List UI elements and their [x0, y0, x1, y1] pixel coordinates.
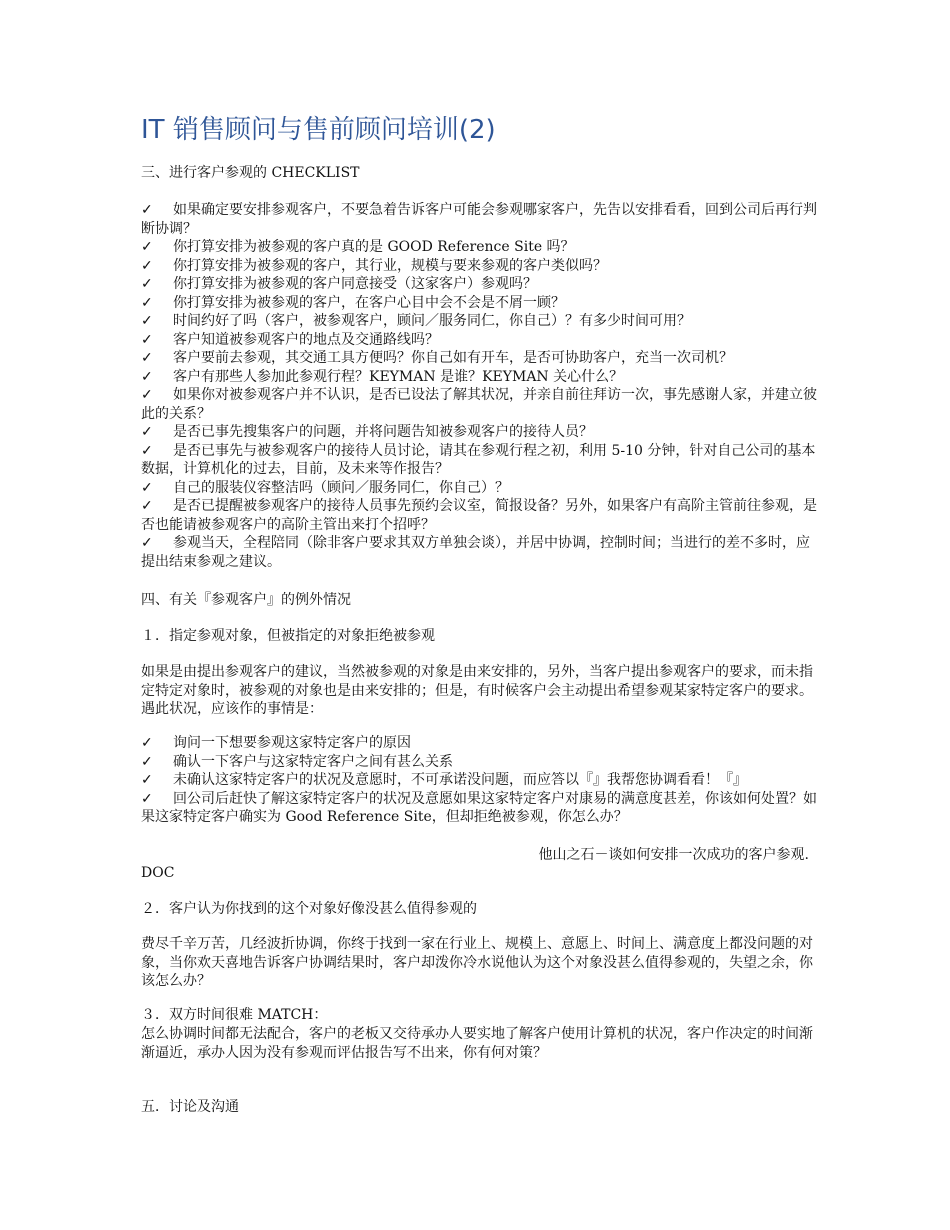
source-reference: 他山之石－谈如何安排一次成功的客户参观.	[538, 847, 809, 863]
checklist-item: ✓ 你打算安排为被参观的客户真的是 GOOD Reference Site 吗？	[141, 239, 575, 255]
checklist-item: ✓ 如果你对被参观客户并不认识，是否已设法了解其状况，并亲自前往拜访一次，事先感谢人家，并建立彼此的关系？	[141, 387, 817, 422]
checklist-item: ✓ 询问一下想要参观这家特定客户的原因	[141, 735, 411, 751]
checklist-item: ✓ 自己的服装仪容整洁吗（顾问／服务同仁，你自己）？	[141, 479, 509, 496]
check-icon: ✓	[141, 257, 153, 274]
checklist-item: ✓ 未确认这家特定客户的状况及意愿时，不可承诺没问题，而应答以『』我帮您协调看看！『』	[141, 772, 747, 788]
checklist-item: ✓ 是否已事先搜集客户的问题，并将问题告知被参观客户的接待人员？	[141, 424, 593, 440]
check-icon: ✓	[141, 294, 153, 311]
check-icon: ✓	[141, 313, 153, 329]
checklist-item: ✓ 你打算安排为被参观的客户，其行业，规模与要来参观的客户类似吗？	[141, 257, 607, 274]
check-icon: ✓	[141, 276, 153, 292]
checklist-item: ✓ 参观当天，全程陪同（除非客户要求其双方单独会谈），并居中协调，控制时间；当进行的差不多时，应提出结束参观之建议。	[141, 535, 810, 570]
section4-heading: 四、有关『参观客户』的例外情况	[141, 592, 351, 608]
sub1-heading: １．指定参观对象，但被指定的对象拒绝被参观	[141, 628, 435, 644]
checklist-item: ✓ 回公司后赶快了解这家特定客户的状况及意愿如果这家特定客户对康易的满意度甚差，你该如何处置？如果这家特定客户确实为 Good Reference Site，但却拒绝被参观，你怎么办？	[141, 790, 817, 825]
check-icon: ✓	[141, 753, 153, 770]
section3-heading: 三、进行客户参观的 CHECKLIST	[141, 165, 360, 181]
check-icon: ✓	[141, 535, 153, 551]
checklist-item: ✓ 你打算安排为被参观的客户，在客户心目中会不会是不屑一顾？	[141, 294, 565, 311]
checklist-item: ✓ 客户要前去参观，其交通工具方便吗？你自己如有开车，是否可协助客户，充当一次司机？	[141, 350, 733, 366]
check-icon: ✓	[141, 368, 153, 385]
checklist-item: ✓ 如果确定要安排参观客户，不要急着告诉客户可能会参观哪家客户，先告以安排看看，回到公司后再行判断协调？	[141, 202, 817, 237]
source-reference-ext: DOC	[141, 865, 175, 881]
check-icon: ✓	[141, 498, 153, 514]
sub2-heading: ２．客户认为你找到的这个对象好像没甚么值得参观的	[141, 901, 477, 917]
checklist	[141, 201, 821, 571]
check-icon: ✓	[141, 479, 153, 496]
check-icon: ✓	[141, 350, 153, 366]
checklist-item: ✓ 确认一下客户与这家特定客户之间有甚么关系	[141, 753, 453, 770]
sub3-paragraph: 怎么协调时间都无法配合，客户的老板又交待承办人要实地了解客户使用计算机的状况，客户作决定的时间渐渐逼近，承办人因为没有参观而评估报告写不出来，你有何对策？	[141, 1026, 813, 1061]
check-icon: ✓	[141, 202, 153, 218]
checklist-item: ✓ 客户有那些人参加此参观行程？KEYMAN 是谁？KEYMAN 关心什么？	[141, 368, 624, 385]
sub2-paragraph: 费尽千辛万苦，几经波折协调，你终于找到一家在行业上、规模上、意愿上、时间上、满意度上都没问题的对象，当你欢天喜地告诉客户协调结果时，客户却泼你冷水说他认为这个对象没甚么值得参观的，失望之余，你该怎么办？	[141, 936, 813, 989]
document-title: IT 销售顾问与售前顾问培训(2)	[141, 115, 496, 145]
sub3-heading: ３．双方时间很难 MATCH：	[141, 1007, 328, 1023]
checklist-item: ✓ 是否已提醒被参观客户的接待人员事先预约会议室，简报设备？另外，如果客户有高阶主管前往参观，是否也能请被参观客户的高阶主管出来打个招呼？	[141, 498, 817, 533]
sub1-checklist	[141, 734, 821, 827]
checklist-item: ✓ 你打算安排为被参观的客户同意接受（这家客户）参观吗？	[141, 276, 537, 292]
check-icon: ✓	[141, 331, 153, 348]
checklist-item: ✓ 客户知道被参观客户的地点及交通路线吗？	[141, 331, 439, 348]
section5-heading: 五．讨论及沟通	[141, 1099, 239, 1115]
check-icon: ✓	[141, 424, 153, 440]
sub1-paragraph: 如果是由提出参观客户的建议，当然被参观的对象是由来安排的，另外，当客户提出参观客户的要求，而未指定特定对象时，被参观的对象也是由来安排的；但是，有时候客户会主动提出希望参观某家特定客户的要求。遇此状况，应该作的事情是：	[141, 664, 813, 717]
checklist-item: ✓ 时间约好了吗（客户，被参观客户，顾问／服务同仁，你自己）？有多少时间可用？	[141, 313, 691, 329]
check-icon: ✓	[141, 239, 153, 255]
check-icon: ✓	[141, 790, 153, 807]
check-icon: ✓	[141, 387, 153, 403]
checklist-item: ✓ 是否已事先与被参观客户的接待人员讨论，请其在参观行程之初，利用 5-10 分钟，针对自己公司的基本数据，计算机化的过去，目前，及未来等作报告？	[141, 442, 816, 477]
check-icon: ✓	[141, 772, 153, 788]
check-icon: ✓	[141, 735, 153, 751]
check-icon: ✓	[141, 442, 153, 459]
